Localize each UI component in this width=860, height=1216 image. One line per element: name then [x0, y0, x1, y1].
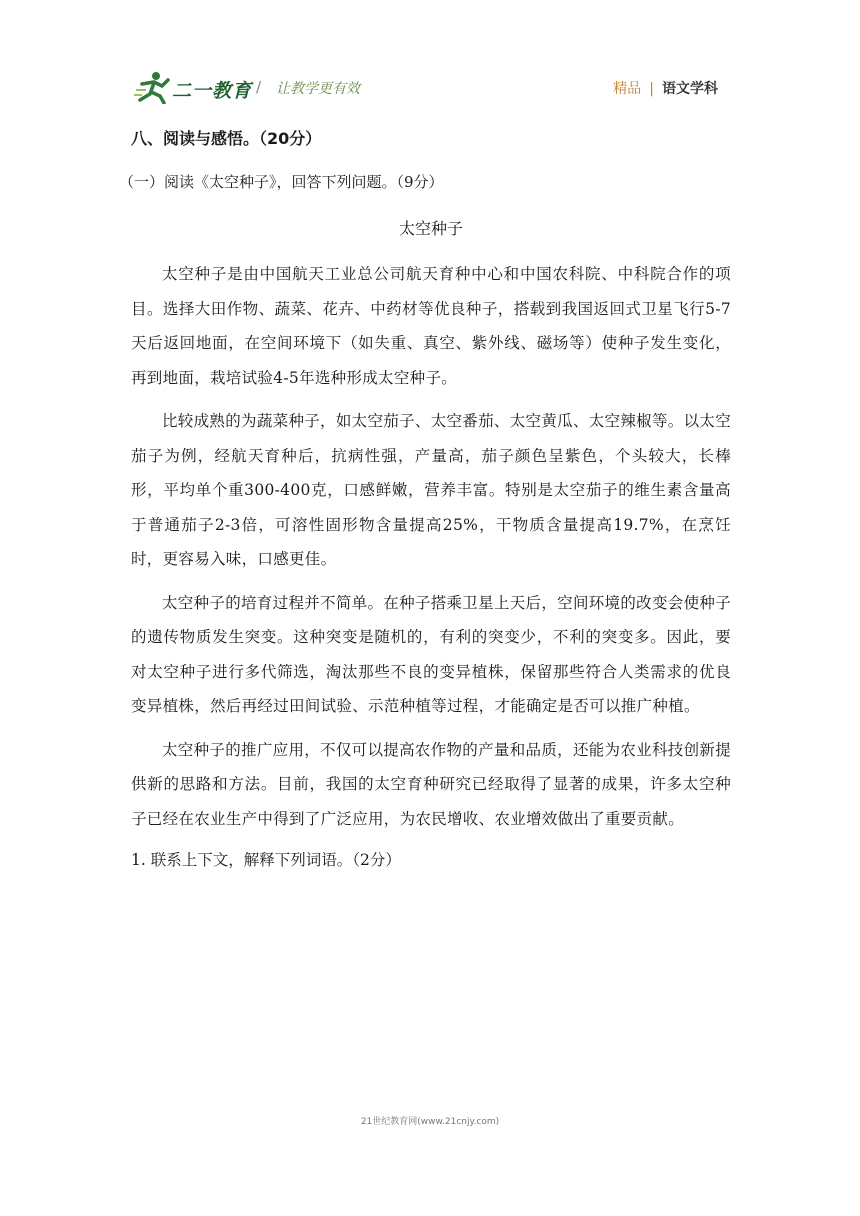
article-paragraph: 太空种子是由中国航天工业总公司航天育种中心和中国农科院、中科院合作的项目。选择大田作物、蔬菜、花卉、中药材等优良种子，搭载到我国返回式卫星飞行5-7天后返回地面，在空间环境下（如失重、真空、紫外线、磁场等）使种子发生变化，再到地面，栽培试验4-5年选种形成太空种子。 — [131, 265, 731, 387]
section-heading: 八、阅读与感悟。（20分） — [131, 129, 322, 148]
page-header — [132, 70, 732, 106]
article-title: 太空种子 — [398, 219, 463, 238]
article-paragraph: 比较成熟的为蔬菜种子，如太空茄子、太空番茄、太空黄瓜、太空辣椒等。以太空茄子为例，经航天育种后，抗病性强，产量高，茄子颜色呈紫色，个头较大，长棒形，平均单个重300-400克，口感鲜嫩，营养丰富。特别是太空茄子的维生素含量高于普通茄子2-3倍，可溶性固形物含量提高25%，干物质含量提高19.7%，在烹饪时，更容易入味，口感更佳。 — [131, 412, 731, 568]
article-paragraph: 太空种子的培育过程并不简单。在种子搭乘卫星上天后，空间环境的改变会使种子的遗传物质发生突变。这种突变是随机的，有利的突变少，不利的突变多。因此，要对太空种子进行多代筛选，淘汰那些不良的变异植株，保留那些符合人类需求的优良变异植株，然后再经过田间试验、示范种植等过程，才能确定是否可以推广种植。 — [131, 593, 731, 715]
article-paragraph: 太空种子的推广应用，不仅可以提高农作物的产量和品质，还能为农业科技创新提供新的思路和方法。目前，我国的太空育种研究已经取得了显著的成果，许多太空种子已经在农业生产中得到了广泛应用，为农民增收、农业增效做出了重要贡献。 — [131, 740, 731, 828]
question-1: 1. 联系上下文，解释下列词语。（2分） — [131, 851, 401, 869]
page-footer: 21世纪教育网(www.21cnjy.com) — [360, 1117, 500, 1127]
quality-badge: 精品 — [613, 81, 642, 97]
running-figure-logo-icon — [134, 70, 174, 104]
header-divider: | — [649, 81, 654, 97]
document-body — [119, 124, 731, 875]
slogan-separator: / — [256, 78, 262, 96]
subject-label: 语文学科 — [662, 81, 718, 97]
logo-text: 二一教育 — [172, 80, 253, 102]
slogan: 让教学更有效 — [276, 81, 360, 97]
sub-heading: （一）阅读《太空种子》，回答下列问题。（9分） — [119, 173, 444, 191]
header-subject-tag — [613, 78, 718, 98]
